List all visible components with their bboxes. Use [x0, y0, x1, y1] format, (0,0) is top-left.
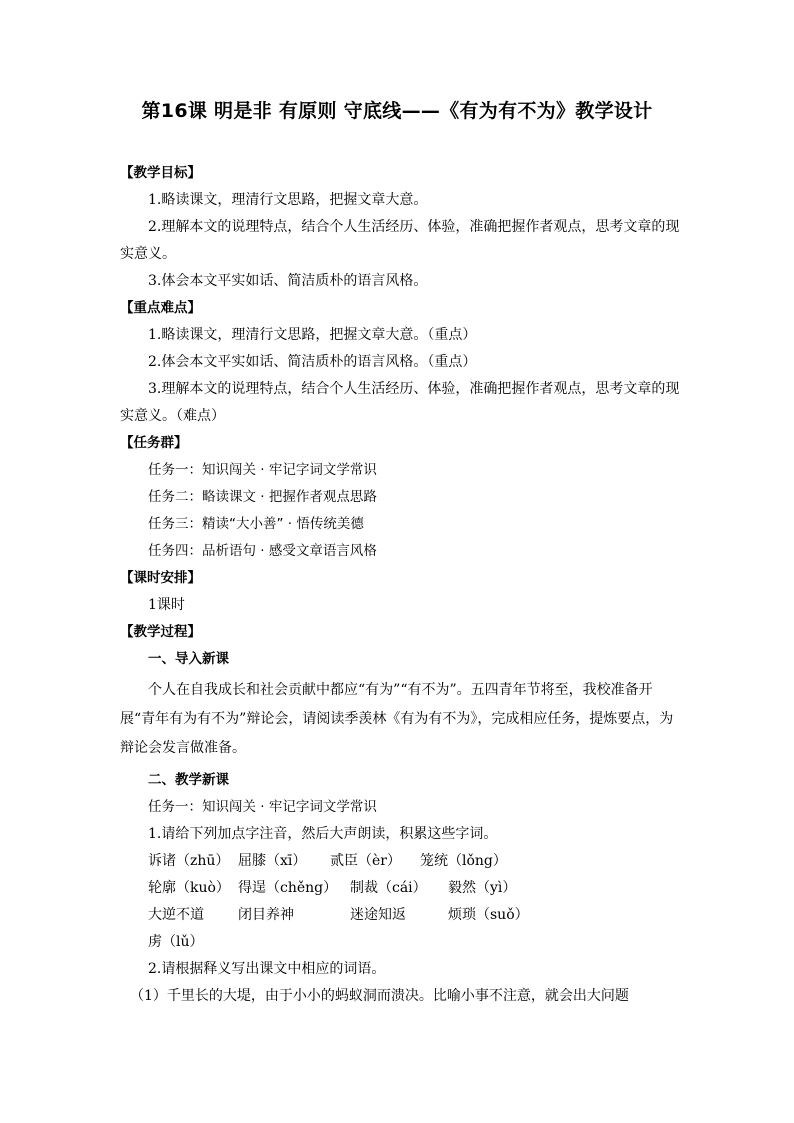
word-item: 毅然（yì）	[448, 880, 517, 896]
task1-heading: 任务一：知识闯关 · 牢记字词文学常识	[148, 799, 377, 815]
word-item: 贰臣（èr）	[330, 853, 401, 869]
key-item: 3.理解本文的说理特点，结合个人生活经历、体验，准确把握作者观点，思考文章的现实意义。（难点）	[120, 381, 680, 424]
task-item: 任务三：精读“大小善” · 悟传统美德	[148, 516, 364, 532]
process-heading: 【教学过程】	[120, 624, 201, 640]
word-item: 虏（lǔ）	[148, 934, 204, 950]
document-body	[120, 160, 680, 1010]
task-item: 任务四：品析语句 · 感受文章语言风格	[148, 543, 377, 559]
new-lesson-heading: 二、教学新课	[148, 772, 229, 788]
schedule-value: 1课时	[148, 597, 185, 613]
tasks-heading: 【任务群】	[120, 435, 188, 451]
intro-paragraph: 个人在自我成长和社会贡献中都应“有为”“有不为”。五四青年节将至，我校准备开展“青年有为有不为”辩论会，请阅读季羡林《有为有不为》，完成相应任务，提炼要点，为辩论会发言做准备。	[120, 682, 674, 756]
task-item: 任务一：知识闯关 · 牢记字词文学常识	[148, 462, 377, 478]
word-item: 烦琐（suǒ）	[448, 907, 529, 923]
word-item: 制裁（cái）	[350, 880, 427, 896]
goals-heading: 【教学目标】	[120, 165, 201, 181]
page-title: 第16课 明是非 有原则 守底线——《有为有不为》教学设计	[141, 100, 653, 122]
goal-item: 2.理解本文的说理特点，结合个人生活经历、体验，准确把握作者观点，思考文章的现实意义。	[120, 219, 680, 262]
schedule-heading: 【课时安排】	[120, 570, 201, 586]
word-row	[120, 929, 680, 956]
word-row	[120, 875, 680, 902]
key-item: 1.略读课文，理清行文思路，把握文章大意。（重点）	[148, 327, 477, 343]
goal-item: 1.略读课文，理清行文思路，把握文章大意。	[148, 192, 428, 208]
key-item: 2.体会本文平实如话、简洁质朴的语言风格。（重点）	[148, 354, 477, 370]
intro-heading: 一、导入新课	[148, 651, 229, 667]
word-item: 闭目养神	[238, 907, 294, 923]
question-1: 1.请给下列加点字注音，然后大声朗读，积累这些字词。	[148, 826, 498, 842]
word-item: 迷途知返	[350, 907, 406, 923]
word-item: 笼统（lǒng）	[420, 853, 507, 869]
question-2: 2.请根据释义写出课文中相应的词语。	[148, 961, 386, 977]
word-item: 诉诸（zhū）	[148, 853, 230, 869]
question-2-1: （1）千里长的大堤，由于小小的蚂蚁洞而溃决。比喻小事不注意，就会出大问题	[130, 988, 629, 1004]
word-item: 得逞（chěng）	[238, 880, 338, 896]
word-row	[120, 848, 680, 875]
key-heading: 【重点难点】	[120, 300, 201, 316]
word-item: 轮廓（kuò）	[148, 880, 230, 896]
word-item: 屈膝（xī）	[238, 853, 307, 869]
word-item: 大逆不道	[148, 907, 204, 923]
task-item: 任务二：略读课文 · 把握作者观点思路	[148, 489, 377, 505]
goal-item: 3.体会本文平实如话、简洁质朴的语言风格。	[148, 273, 428, 289]
word-row	[120, 902, 680, 929]
